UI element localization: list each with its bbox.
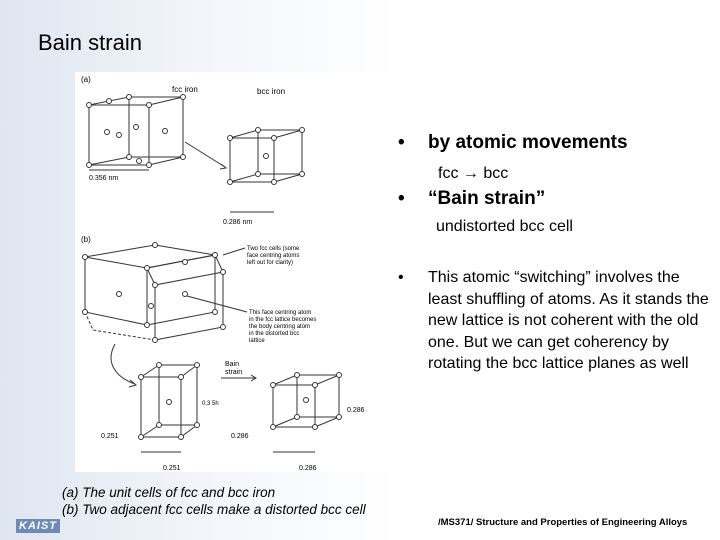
bain-label-1: Bain [225, 361, 240, 368]
bullet-marker: • [398, 132, 405, 153]
dim-b1: 0.3 5h [202, 401, 219, 407]
dim-b6: 0.286 [299, 465, 317, 472]
bcc-iron-label: bcc iron [257, 87, 286, 96]
curved-arrow [111, 344, 135, 384]
note-two-cells-2: face centring atoms [247, 253, 300, 259]
lattice-figure [75, 72, 385, 472]
distorted-bcc-cell [139, 363, 200, 440]
dim-b4: 0.286 [347, 407, 365, 414]
bullet-text: by atomic movements [428, 132, 628, 153]
arrow-right-icon: → [462, 165, 479, 182]
arrow-fcc-to-bcc [185, 142, 225, 167]
dim-b3: 0.251 [163, 465, 181, 472]
note-face-atom-5: lattice [249, 338, 265, 344]
lattice-diagram [75, 72, 385, 472]
note-face-atom-4: in the distorted bcc [249, 331, 300, 337]
sub-undistorted-bcc: undistorted bcc cell [436, 218, 573, 235]
bullet-marker: • [398, 188, 405, 209]
note-face-atom-2: in the fcc lattice becomes [249, 317, 317, 323]
note-two-cells [247, 246, 301, 266]
bullet-bain-strain [398, 188, 545, 210]
bain-label [225, 361, 242, 376]
slide-title: Bain strain [38, 30, 142, 55]
note-two-cells-1: Two fcc cells (some [247, 246, 300, 252]
undistorted-bcc-cell [271, 373, 342, 430]
caption-line-2: (b) Two adjacent fcc cells make a distorted bcc cell [62, 502, 366, 517]
bullet-text: This atomic “switching” involves the least shuffling of atoms. As it stands the new lattice is not coherent with the old one. But we can get coherency by rotating the bcc lattice planes as well [428, 269, 709, 372]
bain-label-2: strain [225, 369, 243, 376]
sub-fcc-to-bcc [438, 165, 508, 183]
bullet-text: “Bain strain” [428, 188, 546, 209]
bullet-marker: • [398, 269, 404, 286]
sub-to: bcc [483, 165, 509, 182]
caption-line-1: (a) The unit cells of fcc and bcc iron [62, 485, 276, 500]
panel-b-label: (b) [81, 235, 91, 244]
figure-caption [62, 484, 366, 518]
note-two-cells-3: left out for clarity) [247, 260, 294, 266]
note-face-atom-3: the body centring atom [249, 324, 311, 330]
course-footer: /MS371/ Structure and Properties of Engineering Alloys [438, 517, 688, 528]
dim-a1: 0.356 nm [89, 175, 119, 182]
sub-from: fcc [438, 165, 459, 182]
bullet-atomic-movements [398, 132, 628, 154]
note-face-atom [249, 310, 318, 344]
panel-a-label: (a) [81, 75, 91, 84]
dim-b5: 0.286 [231, 433, 249, 440]
two-fcc-cells [83, 243, 226, 343]
bcc-unit-cell [228, 128, 305, 185]
note-face-atom-1: This face centring atom [249, 310, 312, 316]
dim-b2: 0.251 [101, 433, 119, 440]
dim-a2: 0.286 nm [223, 219, 253, 226]
fcc-unit-cell [87, 95, 186, 168]
fcc-iron-label: fcc iron [172, 85, 198, 94]
kaist-logo: KAIST [16, 519, 60, 533]
